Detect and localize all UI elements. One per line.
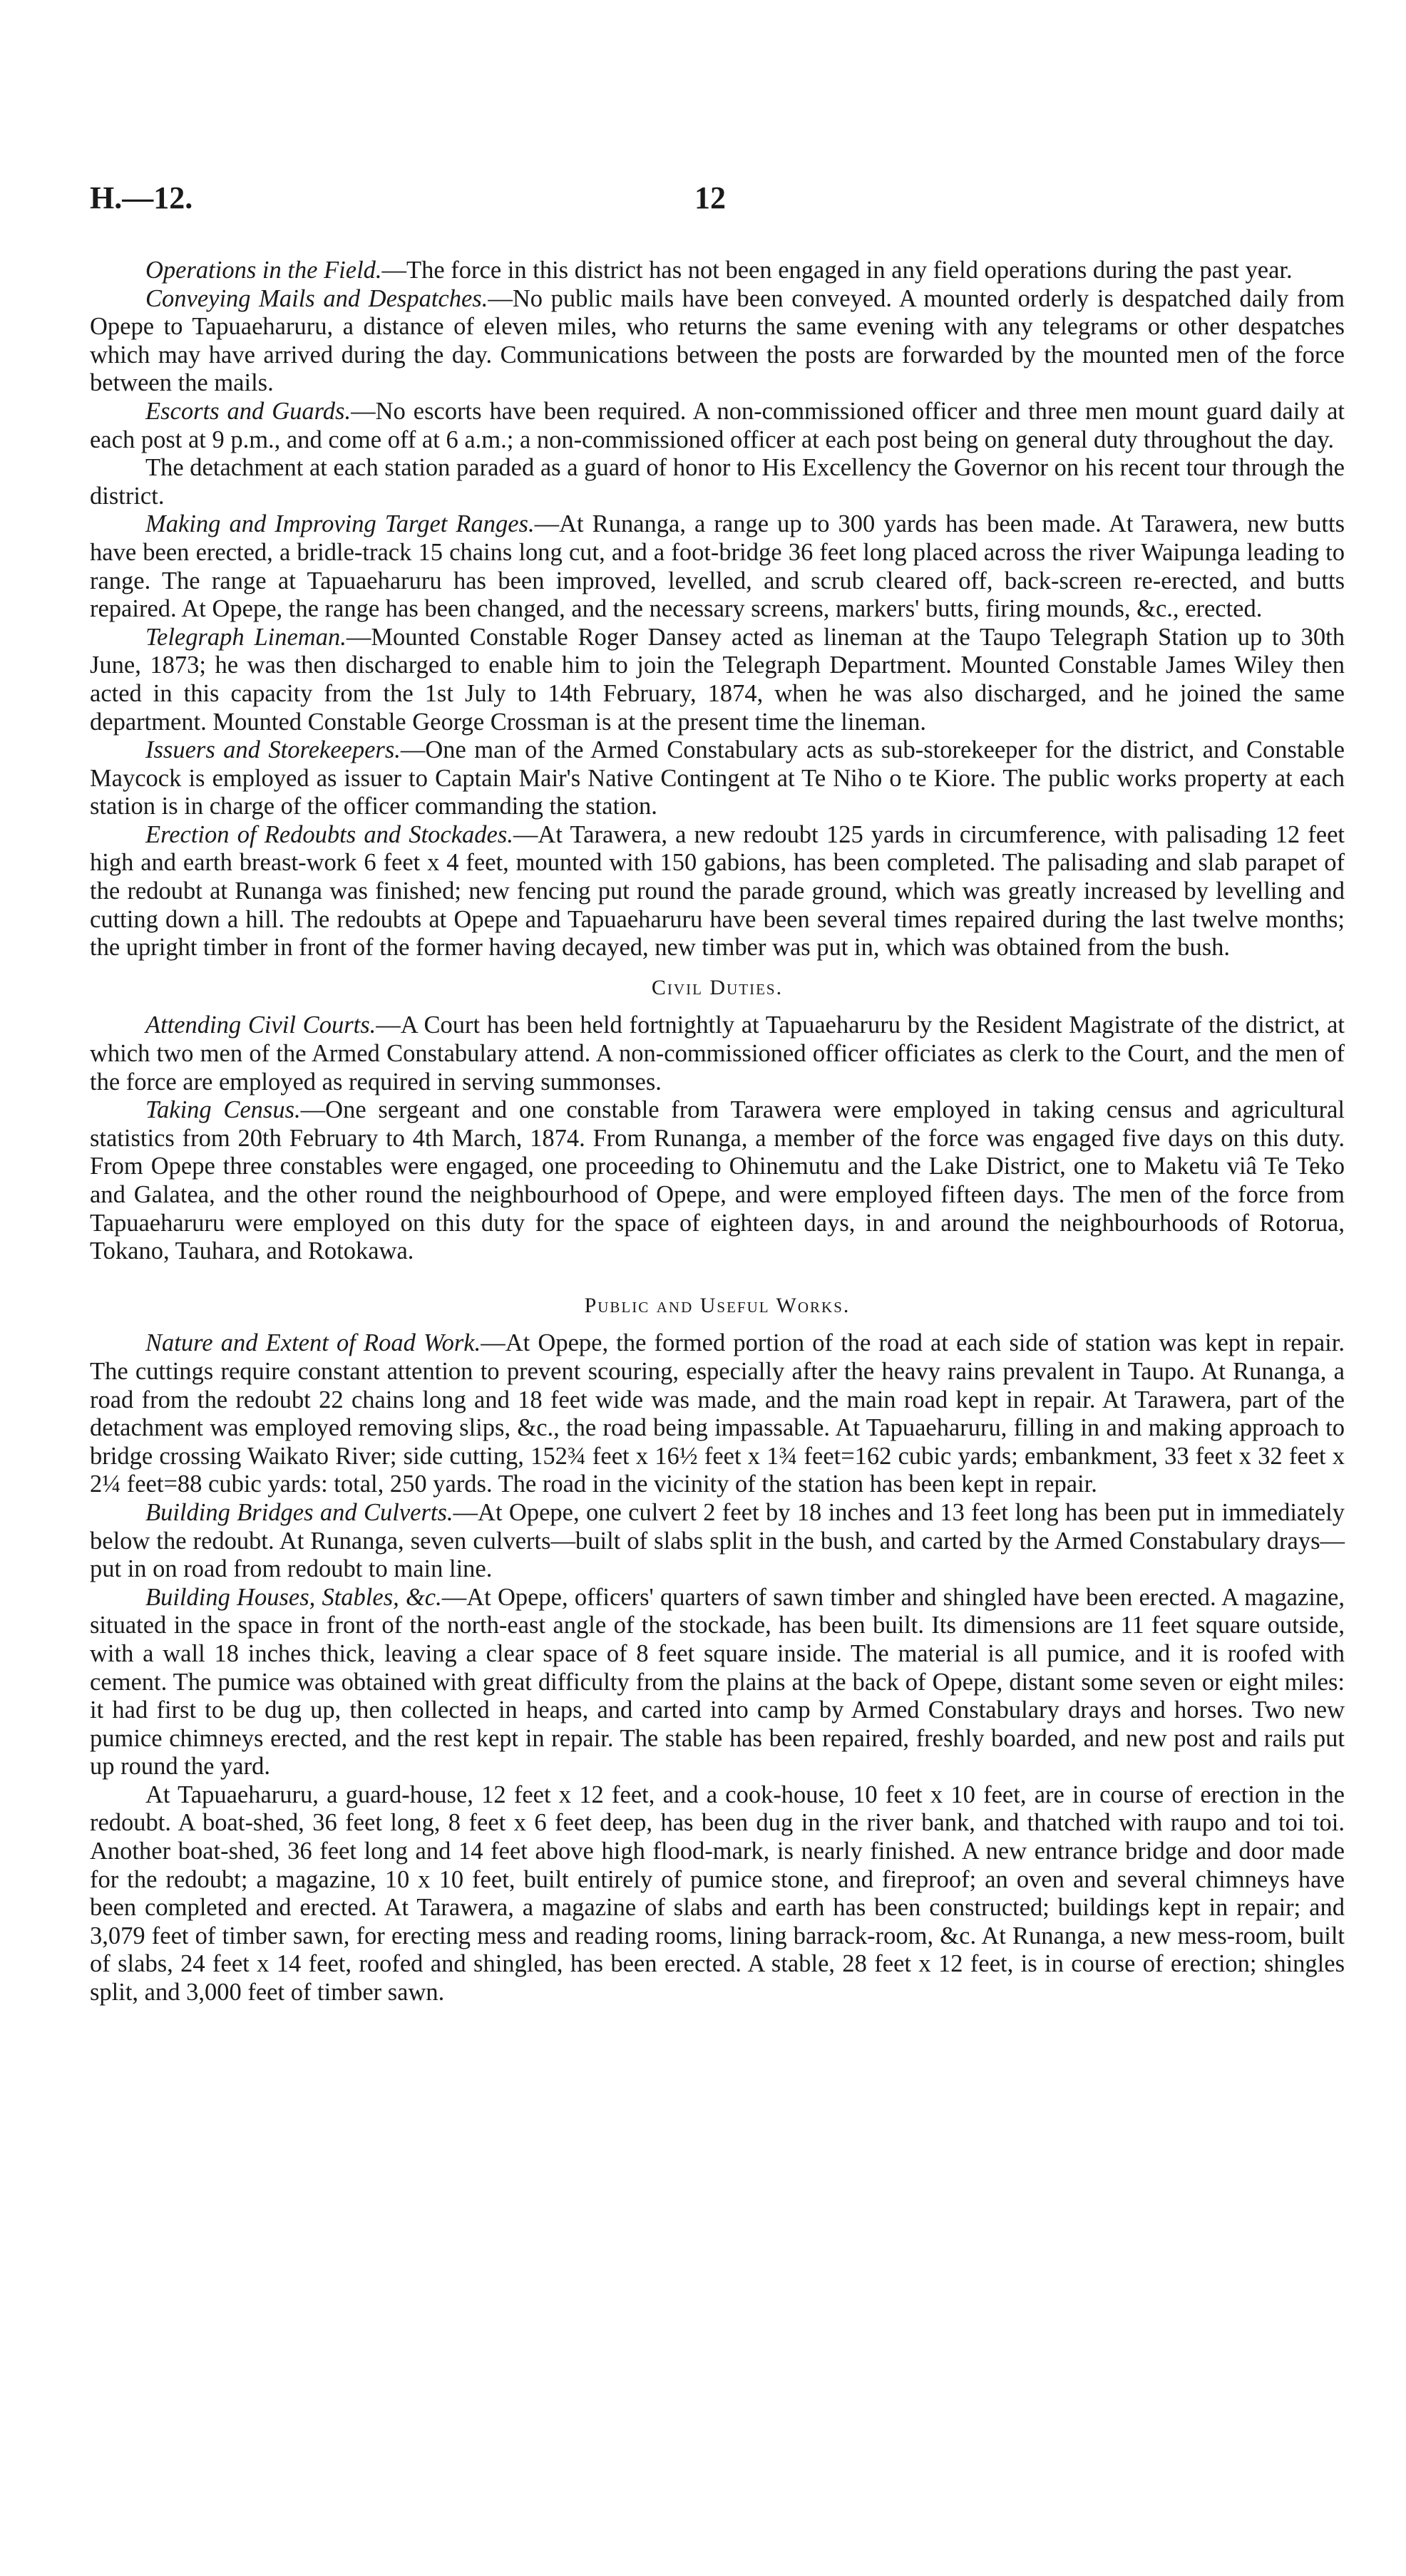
section-civil-duties [90,1011,1345,1265]
paragraph-text: —One man of the Armed Constabulary acts as sub-storekeeper for the district, and Constable Maycock is employed as issuer to Captain Mair's Native Contingent at Te Niho o te Kiore. The public works property at each station is in charge of the officer commanding the station. [90,736,1345,820]
paragraph-heading: Conveying Mails and Despatches. [145,284,488,312]
paragraph-tapuaeharuru-works [90,1781,1345,2007]
paragraph-text: —The force in this district has not been engaged in any field operations during the past year. [381,257,1293,284]
paragraph-bridges-and-culverts [90,1499,1345,1584]
paragraph-heading: Nature and Extent of Road Work. [145,1329,481,1357]
paragraph-heading: Erection of Redoubts and Stockades. [145,820,513,848]
paragraph-taking-census [90,1096,1345,1266]
paragraph-text: —Mounted Constable Roger Dansey acted as lineman at the Taupo Telegraph Station up to 30th June, 1873; he was then discharged to enable him to join the Telegraph Department. Mounted Constable James Wiley then acted in this capacity from the 1st July to 14th February, 1874, when he was also discharged, and he joined the same department. Mounted Constable George Crossman is at the present time the lineman. [90,623,1345,736]
page-body [90,257,1345,2007]
paragraph-heading: Attending Civil Courts. [145,1011,376,1039]
paragraph-text: —At Opepe, officers' quarters of sawn timber and shingled have been erected. A magazine, situated in the space in front of the north-east angle of the stockade, has been built. Its dimensions are 11 feet square outside, with a wall 18 inches thick, leaving a clear space of 8 feet square inside. The material is all pumice, and it is roofed with cement. The pumice was obtained with great difficulty from the plains at the back of Opepe, distant some seven or eight miles: it had first to be dug up, then collected in heaps, and carted into camp by Armed Constabulary drays and horses. Two new pumice chimneys erected, and the rest kept in repair. The stable has been repaired, freshly boarded, and new post and rails put up round the yard. [90,1583,1345,1781]
paragraph-civil-courts [90,1011,1345,1096]
section-military-duties [90,257,1345,962]
paragraph-heading: Issuers and Storekeepers. [145,736,401,764]
paragraph-text: —At Opepe, one culvert 2 feet by 18 inches and 13 feet long has been put in immediately below the redoubt. At Runanga, seven culverts—built of slabs split in the bush, and carted by the Armed Constabulary drays—put in on road from redoubt to main line. [90,1498,1345,1583]
paragraph-redoubts-and-stockades [90,821,1345,962]
section-public-works [90,1329,1345,2006]
section-heading-public-works: Public and Useful Works. [584,1293,851,1317]
paragraph-heading: Operations in the Field. [145,257,382,284]
paragraph-text: —No public mails have been conveyed. A mounted orderly is despatched daily from Opepe to Tapuaeharuru, a distance of eleven miles, who returns the same evening with any telegrams or other despatches which may have arrived during the day. Communications between the posts are forwarded by the mounted men of the force between the mails. [90,284,1345,397]
paragraph-heading: Taking Census. [145,1096,301,1124]
page-header [90,180,1345,222]
paragraph-heading: Building Bridges and Culverts. [145,1498,453,1526]
paragraph-text: —No escorts have been required. A non-commissioned officer and three men mount guard daily at each post at 9 p.m., and come off at 6 a.m.; a non-commissioned officer at each post being on general duty throughout the day. [90,397,1345,453]
paragraph-text: —At Opepe, the formed portion of the road at each side of station was kept in repair. The cuttings require constant attention to prevent scouring, especially after the heavy rains prevalent in Taupo. At Runanga, a road from the redoubt 22 chains long and 18 feet wide was made, and the main road kept in repair. At Tarawera, part of the detachment was employed removing slips, &c., the road being impassable. At Tapuaeharuru, filling in and making approach to bridge crossing Waikato River; side cutting, 152¾ feet x 16½ feet x 1¾ feet=162 cubic yards; embankment, 33 feet x 32 feet x 2¼ feet=88 cubic yards: total, 250 yards. The road in the vicinity of the station has been kept in repair. [90,1329,1345,1498]
paragraph-target-ranges [90,510,1345,623]
paragraph-text: The detachment at each station paraded as a guard of honor to His Excellency the Governor on his recent tour through the district. [90,454,1345,510]
paragraph-guard-of-honor [90,454,1345,510]
paragraph-issuers-and-storekeepers [90,736,1345,821]
paragraph-operations-in-the-field [90,257,1345,285]
paragraph-text: —A Court has been held fortnightly at Tapuaeharuru by the Resident Magistrate of the district, at which two men of the Armed Constabulary attend. A non-commissioned officer officiates as clerk to the Court, and the men of the force are employed as required in serving summonses. [90,1011,1345,1096]
paragraph-text: —At Tarawera, a new redoubt 125 yards in circumference, with palisading 12 feet high and earth breast-work 6 feet x 4 feet, mounted with 150 gabions, has been completed. The palisading and slab parapet of the redoubt at Runanga was finished; new fencing put round the parade ground, which was greatly increased by levelling and cutting down a hill. The redoubts at Opepe and Tapuaeharuru have been several times repaired during the last twelve months; the upright timber in front of the former having decayed, new timber was put in, which was obtained from the bush. [90,820,1345,962]
paragraph-heading: Telegraph Lineman. [145,623,347,651]
paragraph-houses-and-stables [90,1584,1345,1781]
paragraph-text: —One sergeant and one constable from Tarawera were employed in taking census and agricultural statistics from 20th February to 4th March, 1874. From Runanga, a member of the force was engaged five days on this duty. From Opepe three constables were engaged, one proceeding to Ohinemutu and the Lake District, one to Maketu viâ Te Teko and Galatea, and the other round the neighbourhood of Opepe, and were employed fifteen days. The men of the force from Tapuaeharuru were employed on this duty for the space of eighteen days, in and around the neighbourhoods of Rotorua, Tokano, Tauhara, and Rotokawa. [90,1096,1345,1265]
document-reference: H.—12. [90,180,193,215]
paragraph-heading: Making and Improving Target Ranges. [145,510,535,538]
paragraph-conveying-mails [90,285,1345,398]
paragraph-road-work [90,1329,1345,1499]
paragraph-escorts-and-guards [90,398,1345,454]
paragraph-heading: Escorts and Guards. [145,397,352,425]
page-number: 12 [694,180,726,215]
paragraph-text: —At Runanga, a range up to 300 yards has been made. At Tarawera, new butts have been erected, a bridle-track 15 chains long cut, and a foot-bridge 36 feet long placed across the river Waipunga leading to range. The range at Tapuaeharuru has been improved, levelled, and scrub cleared off, back-screen re-erected, and butts repaired. At Opepe, the range has been changed, and the necessary screens, markers' butts, firing mounds, &c., erected. [90,510,1345,623]
paragraph-text: At Tapuaeharuru, a guard-house, 12 feet x 12 feet, and a cook-house, 10 feet x 10 feet, are in course of erection in the redoubt. A boat-shed, 36 feet long, 8 feet x 6 feet deep, has been dug in the river bank, and thatched with raupo and toi toi. Another boat-shed, 36 feet long and 14 feet above high flood-mark, is nearly finished. A new entrance bridge and door made for the redoubt; a magazine, 10 x 10 feet, built entirely of pumice stone, and fireproof; an oven and several chimneys have been completed and erected. At Tarawera, a magazine of slabs and earth has been constructed; buildings kept in repair; and 3,079 feet of timber sawn, for erecting mess and reading rooms, lining barrack-room, &c. At Runanga, a new mess-room, built of slabs, 24 feet x 14 feet, roofed and shingled, has been erected. A stable, 28 feet x 12 feet, is in course of erection; shingles split, and 3,000 feet of timber sawn. [90,1781,1345,2006]
section-heading-civil-duties: Civil Duties. [651,975,784,999]
paragraph-heading: Building Houses, Stables, &c. [145,1583,442,1611]
paragraph-telegraph-lineman [90,624,1345,736]
